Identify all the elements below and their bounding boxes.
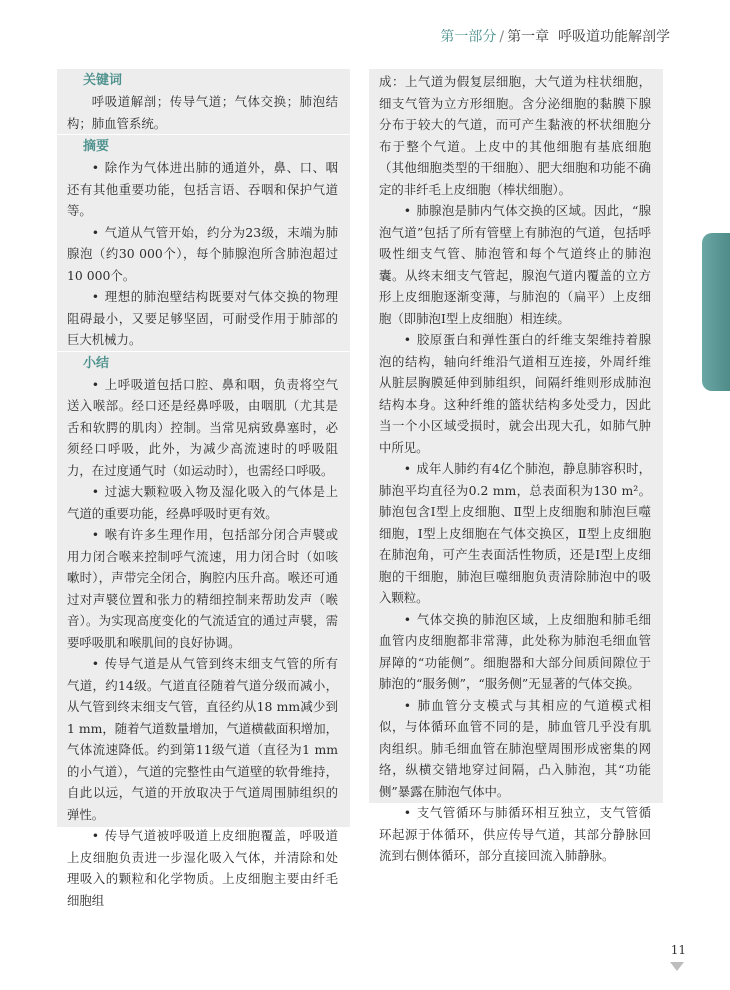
header-chapter: 第一章 [507,29,550,45]
right-column-box [369,69,663,863]
bullet-icon: • [91,160,100,175]
summary-title: 小结 [83,355,110,371]
bullet-icon: • [403,611,412,627]
bullet-icon: • [91,224,100,240]
summary-item: • 成年人肺约有4亿个肺泡，静息肺容积时，肺泡平均直径为0.2 mm，总表面积为130 m²。肺泡包含Ⅰ型上皮细胞、Ⅱ型上皮细胞和肺泡巨噬细胞，Ⅰ型上皮细胞在气体交换区，Ⅱ型上皮细胞在肺泡角，可产生表面活性物质，还是Ⅰ型上皮细胞的干细胞，肺泡巨噬细胞负责清除肺泡中的吸入颗粒。 [379,458,651,609]
summary-continuation-text: 成：上气道为假复层细胞，大气道为柱状细胞，细支气管为立方形细胞。含分泌细胞的黏膜下腺分布于较大的气道，而可产生黏液的杯状细胞分布于整个气道。上皮中的其他细胞有基底细胞（其他细胞类型的干细胞）、肥大细胞和功能不确定的非纤毛上皮细胞（棒状细胞）。 [379,74,651,197]
header-title: 呼吸道功能解剖学 [558,29,670,45]
bullet-icon: • [91,656,100,671]
bullet-icon: • [403,461,412,476]
abstract-item: • 除作为气体进出肺的通道外，鼻、口、咽还有其他重要功能，包括言语、吞咽和保护气道等。 [67,157,338,222]
bullet-icon: • [403,203,412,218]
page-number: 11 [670,943,686,957]
header-slash: / [499,29,505,45]
summary-item: • 气体交换的肺泡区域，上皮细胞和肺毛细血管内皮细胞都非常薄，此处称为肺泡毛细血管屏障的“功能侧”。细胞器和大部分间质间隙位于肺泡的“服务侧”，“服务侧”无显著的气体交换。 [379,609,651,695]
summary-continued [369,69,663,867]
summary-item: • 喉有许多生理作用，包括部分闭合声襞或用力闭合喉来控制呼气流速，用力闭合时（如咳嗽时），声带完全闭合，胸腔内压升高。喉还可通过对声襞位置和张力的精细控制来帮助发声（喉音）。为实现高度变化的气流适宜的通过声襞，需要呼吸肌和喉肌间的良好协调。 [67,524,338,653]
abstract-item: • 理想的肺泡壁结构既要对气体交换的物理阻碍最小，又要足够坚固，可耐受作用于肺部的巨大机械力。 [67,286,338,351]
bullet-icon: • [91,527,100,542]
abstract-title: 摘要 [83,139,110,154]
bullet-icon: • [91,484,100,499]
running-head [440,26,670,46]
header-part: 第一部分 [440,29,497,45]
left-column-box [57,69,350,908]
abstract-section [57,134,350,351]
page-triangle-icon [670,962,684,971]
summary-section [57,351,350,912]
bullet-icon: • [91,376,100,392]
summary-item: • 传导气道被呼吸道上皮细胞覆盖，呼吸道上皮细胞负责进一步湿化吸入气体，并清除和处理吸入的颗粒和化学物质。上皮细胞主要由纤毛细胞组 [67,825,338,911]
summary-item: • 过滤大颗粒吸入物及湿化吸入的气体是上气道的重要功能，经鼻呼吸时更有效。 [67,481,338,524]
bullet-icon: • [91,289,100,304]
summary-item: • 支气管循环与肺循环相互独立，支气管循环起源于体循环，供应传导气道，其部分静脉回流到右侧体循环，部分直接回流入肺静脉。 [379,802,651,867]
bullet-icon: • [403,332,412,347]
chapter-thumb-tab [702,233,730,391]
keywords-section [57,69,350,134]
bullet-icon: • [403,697,412,713]
bullet-icon: • [91,828,100,843]
keywords-text: 呼吸道解剖；传导气道；气体交换；肺泡结构；肺血管系统。 [67,94,338,131]
summary-item: • 肺腺泡是肺内气体交换的区域。因此，“腺泡气道”包括了所有管壁上有肺泡的气道，包括呼吸性细支气管、肺泡管和每个气道终止的肺泡囊。从终末细支气管起，腺泡气道内覆盖的立方形上皮细胞逐渐变薄，与肺泡的（扁平）上皮细胞（即肺泡Ⅰ型上皮细胞）相连续。 [379,200,651,329]
bullet-icon: • [403,805,412,820]
abstract-item: • 气道从气管开始，约分为23级，末端为肺腺泡（约30 000个），每个肺腺泡所含肺泡超过10 000个。 [67,222,338,287]
summary-item: • 肺血管分支模式与其相应的气道模式相似，与体循环血管不同的是，肺血管几乎没有肌肉组织。肺毛细血管在肺泡壁周围形成密集的网络，纵横交错地穿过间隔，凸入肺泡，其“功能侧”暴露在肺泡气体中。 [379,695,651,803]
summary-item: • 胶原蛋白和弹性蛋白的纤维支架维持着腺泡的结构，轴向纤维沿气道相互连接，外周纤维从脏层胸膜延伸到肺组织，间隔纤维则形成肺泡结构本身。这种纤维的篮状结构多处受力，因此当一个小区域受损时，就会出现大孔，如肺气肿中所见。 [379,329,651,458]
summary-item: • 上呼吸道包括口腔、鼻和咽，负责将空气送入喉部。经口还是经鼻呼吸，由咽肌（尤其是舌和软腭的肌肉）控制。当常见病致鼻塞时，必须经口呼吸，此外，为减少高流速时的呼吸阻力，在过度通气时（如运动时），也需经口呼吸。 [67,374,338,482]
summary-item: • 传导气道是从气管到终末细支气管的所有气道，约14级。气道直径随着气道分级而减小，从气管到终末细支气管，直径约从18 mm减少到1 mm，随着气道数量增加，气道横截面积增加，气体流速降低。约到第11级气道（直径为1 mm的小气道），气道的完整性由气道壁的软骨维持，自此以远，气道的开放取决于气道周围肺组织的弹性。 [67,653,338,825]
keywords-title: 关键词 [83,73,123,88]
